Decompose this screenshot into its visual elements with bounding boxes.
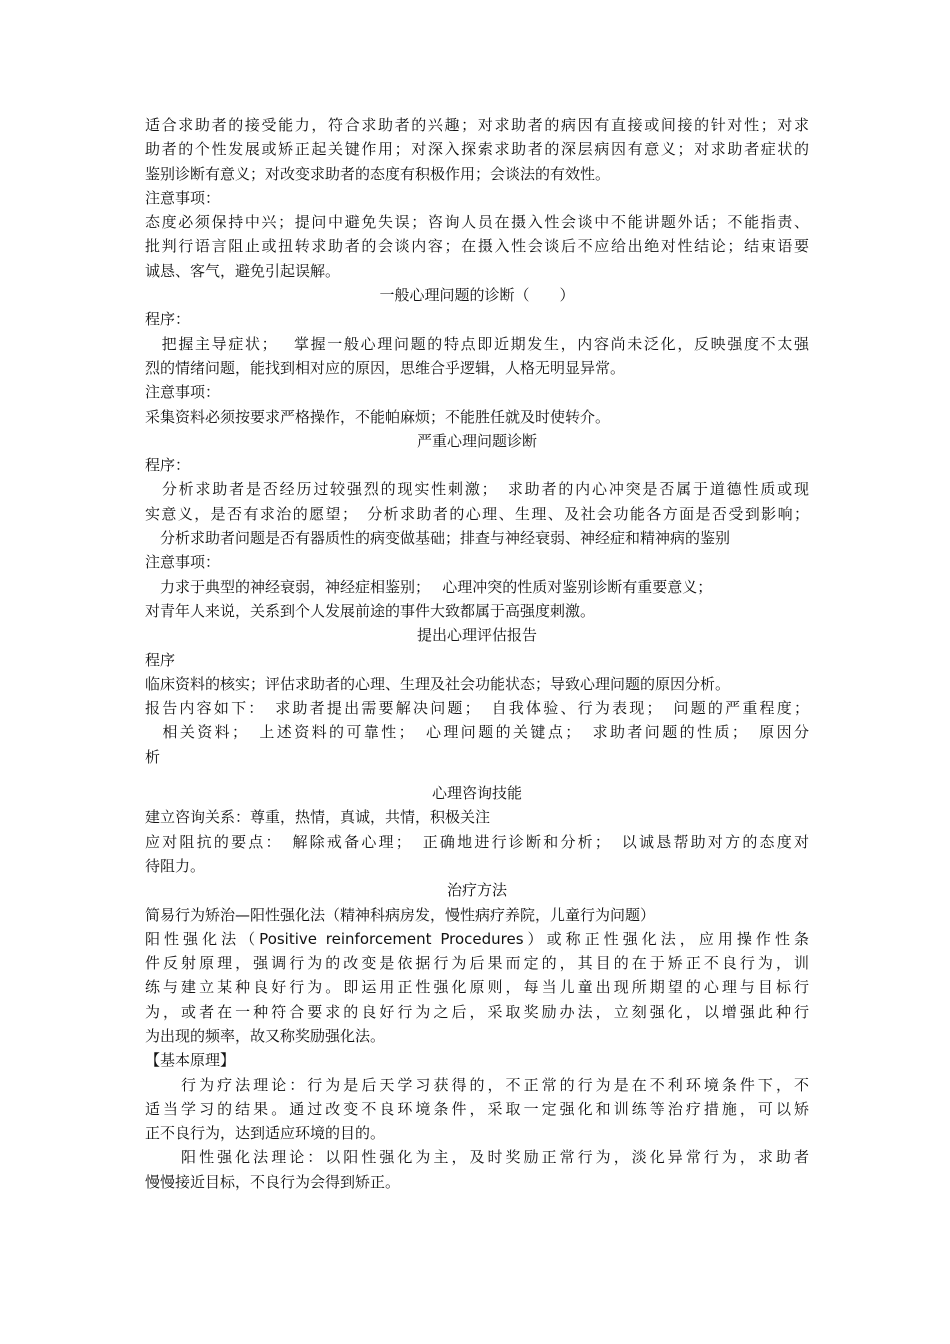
text-line: 程序： [145,310,191,329]
text-line: 行为疗法理论：行为是后天学习获得的，不正常的行为是在不利环境条件下，不 [145,1075,809,1094]
text-line: 待阻力。 [145,856,206,875]
text-line: 适当学习的结果。通过改变不良环境条件，采取一定强化和训练等治疗措施，可以矫 [145,1099,809,1118]
text-line: 注意事项： [145,188,221,207]
text-line: 相关资料； 上述资料的可靠性； 心理问题的关键点； 求助者问题的性质； 原因分 [145,723,809,742]
text-line: 建立咨询关系：尊重，热情，真诚，共情，积极关注 [145,808,491,827]
text-line: 慢慢接近目标，不良行为会得到矫正。 [145,1172,401,1191]
text-line: 注意事项： [145,553,221,572]
text-line: 批判行语言阻止或扭转求助者的会谈内容；在摄入性会谈后不应给出绝对性结论；结束语要 [145,237,809,256]
text-line: 【基本原理】 [145,1051,236,1070]
text-line: 力求于典型的神经衰弱，神经症相鉴别； 心理冲突的性质对鉴别诊断有重要意义； [145,577,713,596]
text-line: 练与建立某种良好行为。即运用正性强化原则，每当儿童出现所期望的心理与目标行 [145,978,809,997]
text-line: 烈的情绪问题，能找到相对应的原因，思维合乎逻辑，人格无明显异常。 [145,358,626,377]
text-line: 为出现的频率，故又称奖励强化法。 [145,1026,386,1045]
section-heading: 提出心理评估报告 [416,626,537,645]
text-line: 件反射原理，强调行为的改变是依据行为后果而定的，其目的在于矫正不良行为，训 [145,954,809,973]
section-heading: 心理咨询技能 [431,784,522,803]
text-line: 应对阻抗的要点： 解除戒备心理； 正确地进行诊断和分析； 以诚恳帮助对方的态度对 [145,832,809,851]
text-line: 态度必须保持中兴；提问中避免失误；咨询人员在摄入性会谈中不能讲题外话；不能指责、 [145,213,809,232]
text-line: 把握主导症状； 掌握一般心理问题的特点即近期发生，内容尚未泛化，反映强度不太强 [145,334,809,353]
text-line: 注意事项： [145,383,221,402]
text-line: 程序 [145,650,176,669]
text-line: 诚恳、客气，避免引起误解。 [145,261,341,280]
text-line: 程序： [145,456,191,475]
text-line: 助者的个性发展或矫正起关键作用；对深入探索求助者的深层病因有意义；对求助者症状的 [145,140,809,159]
text-line: 实意义，是否有求治的愿望； 分析求助者的心理、生理、及社会功能各方面是否受到影响； [145,504,809,523]
section-heading: 一般心理问题的诊断（ ） [379,286,575,305]
text-line: 对青年人来说，关系到个人发展前途的事件大致都属于高强度刺激。 [145,601,596,620]
text-line: 为，或者在一种符合要求的良好行为之后，采取奖励办法，立刻强化，以增强此种行 [145,1002,809,1021]
text-line: 适合求助者的接受能力，符合求助者的兴趣；对求助者的病因有直接或间接的针对性；对求 [145,116,809,134]
text-line: 简易行为矫治—阳性强化法（精神科病房发，慢性病疗养院，儿童行为问题） [145,905,656,924]
section-heading: 严重心理问题诊断 [416,431,537,450]
text-line: 阳性强化法理论：以阳性强化为主，及时奖励正常行为，淡化异常行为，求助者 [145,1148,809,1167]
document-page [145,113,809,1194]
text-line: 分析求助者是否经历过较强烈的现实性刺激； 求助者的内心冲突是否属于道德性质或现 [145,480,809,499]
text-line: 析 [145,747,161,766]
text-line: 临床资料的核实；评估求助者的心理、生理及社会功能状态；导致心理问题的原因分析。 [145,674,731,693]
text-line: 正不良行为，达到适应环境的目的。 [145,1124,386,1143]
text-line: 分析求助者问题是否有器质性的病变做基础；排查与神经衰弱、神经症和精神病的鉴别 [145,529,731,548]
text-line: 报告内容如下： 求助者提出需要解决问题； 自我体验、行为表现； 问题的严重程度； [145,699,809,718]
text-line: 阳性强化法（Positive reinforcement Procedures）或称正性强化法，应用操作性条 [145,929,809,948]
section-heading: 治疗方法 [446,881,507,900]
blank-spacer [145,769,809,781]
text-line: 采集资料必须按要求严格操作，不能帕麻烦；不能胜任就及时使转介。 [145,407,611,426]
text-line: 鉴别诊断有意义；对改变求助者的态度有积极作用；会谈法的有效性。 [145,164,611,183]
